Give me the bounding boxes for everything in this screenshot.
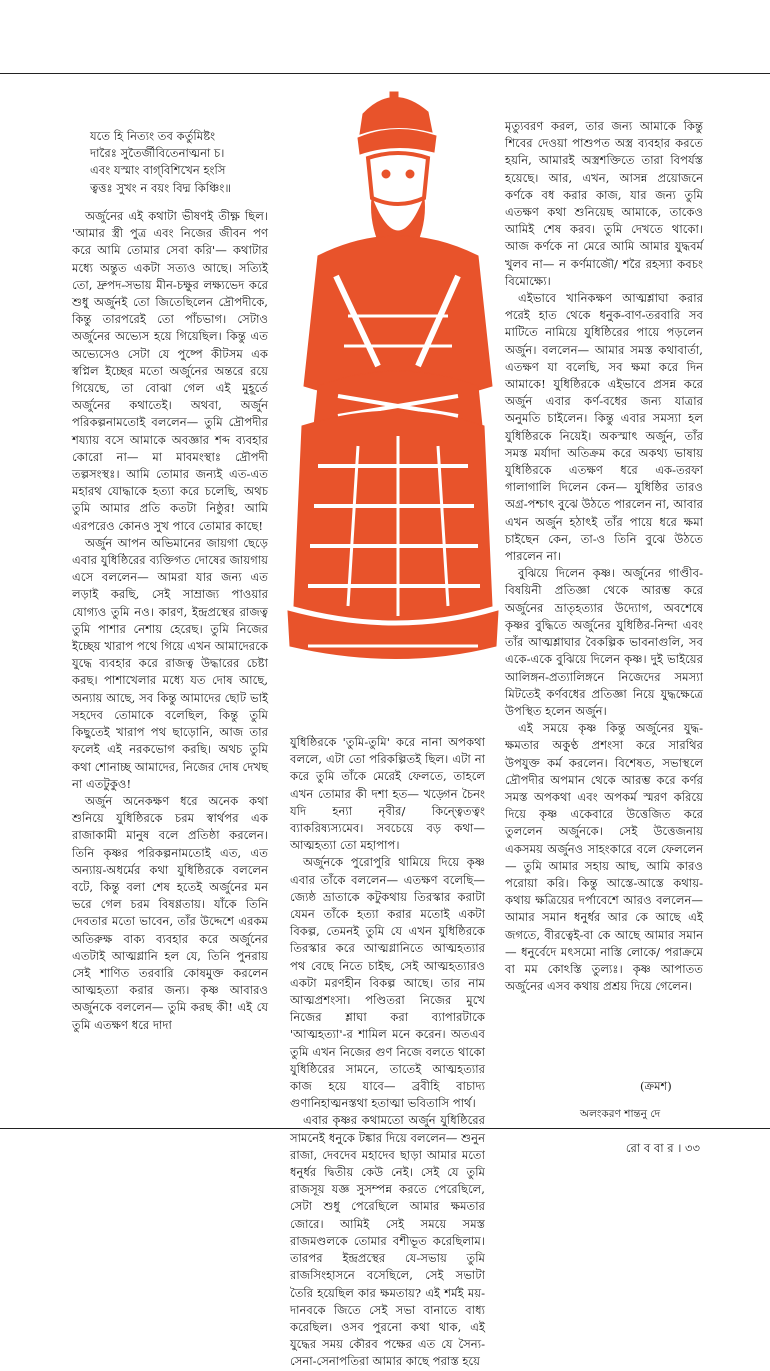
paragraph: যুধিষ্ঠিরকে 'তুমি-তুমি' করে নানা অপকথা বললে, এটা তো পরিকল্পিতই ছিল। এটা না করে তুমি তাঁকে মেরেই ফেলতে, তাহলে এখন তোমার কী দশা হত— খড়্গেন চৈনং যদি হন্যা নৃবীর/ কিন্ত্বেতত্বং ব্যাকরিষ্যস্যমেব। সবচেয়ে বড় কথা— আত্মহত্যা তো মহাপাপ। [290, 735, 485, 853]
seated-sage-figure-icon [278, 86, 508, 726]
bottom-rule [0, 1128, 770, 1129]
illustration-credit: অলংকরণ শান্তনু দে [580, 1108, 661, 1120]
paragraph: অর্জুন আপন অভিমানের জায়গা ছেড়ে এবার যুধিষ্ঠিরের ব্যক্তিগত দোষের জায়গায় এসে বললেন— আমরা যার জন্য এত লড়াই করছি, সেই সাম্রাজ্য পাওয়ার যোগ্যও তুমি নও। কারণ, ইন্দ্রপ্রস্থের রাজত্ব তুমি পাশার নেশায় হেরেছ। তুমি নিজের ইচ্ছেয় খারাপ পথে গিয়ে এখন আমাদেরকে যুদ্ধে ব্যবহার করে রাজত্ব উদ্ধারের চেষ্টা করছ। পাশাখেলার মধ্যে যত দোষ আছে, অন্যায় আছে, সব কিন্তু আমাদের ছোট ভাই সহদেব তোমাকে বলেছিল, কিন্তু তুমি কিছুতেই খারাপ পথ ছাড়োনি, আজ তার ফলেই এই নরকভোগ করছি। অথচ তুমি কথা শোনাচ্ছ আমাদের, নিজের দোষ দেখছ না এতটুকুও! [72, 535, 268, 791]
top-rule [0, 73, 770, 74]
verse-line: এবং যস্মাং বাগ্‌বিশিখেন হংসি [90, 163, 226, 178]
paragraph: এই সময়ে কৃষ্ণ কিন্তু অর্জুনের যুদ্ধ-ক্ষমতার অকুণ্ঠ প্রশংসা করে সারথির উপযুক্ত কর্ম করলেন। বিশেষত, সভাস্থলে দ্রৌপদীর অপমান থেকে আরম্ভ করে কর্ণর সমস্ত অপকথা এবং অপকর্ম স্মরণ করিয়ে দিয়ে কৃষ্ণ একেবারে উত্তেজিত করে তুললেন অর্জুনকে। সেই উত্তেজনায় একসময় অর্জুনও সাহংকারে বলে ফেললেন— তুমি আমার সহায় আছ, আমি কারও পরোয়া করি। কিন্তু আস্তে-আস্তে কথায়-কথায় ক্ষত্রিয়ের দর্পাবেশে আরও বললেন— আমার সমান ধনুর্ধর আর কে আছে এই জগতে, বীরত্বেই-বা কে আছে আমার সমান— ধনুর্বেদে মৎসমো নাস্তি লোকে/ পরাক্রমে বা মম কোঽস্তি তুল্যঃ। কৃষ্ণ আপাতত অর্জুনের এসব কথায় প্রশ্রয় দিয়ে গেলেন। [505, 721, 703, 994]
paragraph: অর্জুনকে পুরোপুরি থামিয়ে দিয়ে কৃষ্ণ এবার তাঁকে বললেন— এতক্ষণ বলেছি— জ্যেষ্ঠ ভ্রাতাকে কটুকথায় তিরস্কার করাটা যেমন তাঁকে হত্যা করার মতোই একটা বিকল্প, তেমনই তুমি যে এখন যুধিষ্ঠিরকে তিরস্কার করে আত্মগ্লানিতে আত্মহত্যার পথ বেছে নিতে চাইছ, সেই আত্মহত্যারও একটা মরণহীন বিকল্প আছে। তার নাম আত্মপ্রশংসা। পণ্ডিতরা নিজের মুখে নিজের শ্লাঘা করা ব্যাপারটাকে 'আত্মহত্যা'-র শামিল মনে করেন। অতএব তুমি এখন নিজের গুণ নিজে বলতে থাকো যুধিষ্ঠিরের সামনে, তাতেই আত্মহত্যার কাজ হয়ে যাবে— ব্রবীহি বাচাদ্য গুণানিহাত্মনস্তথা হতাত্মা ভবিতাসি পার্থ। [290, 855, 485, 1111]
paragraph: বুঝিয়ে দিলেন কৃষ্ণ। অর্জুনের গাণ্ডীব-বিষয়িনী প্রতিজ্ঞা থেকে আরম্ভ করে অর্জুনের ভ্রাতৃহত্যার উদ্যোগ, অবশেষে কৃষ্ণর বুদ্ধিতে অর্জুনের যুধিষ্ঠির-নিন্দা এবং তাঁর আত্মশ্লাঘার বৈকল্পিক ভাবনাগুলি, সব একে-একে বুঝিয়ে দিলেন কৃষ্ণ। দুই ভাইয়ের আলিঙ্গন-প্রত্যালিঙ্গনে নিজেদের সমস্যা মিটতেই কর্ণবধের প্রতিজ্ঞা নিয়ে যুদ্ধক্ষেত্রে উপস্থিত হলেন অর্জুন। [505, 566, 703, 718]
paragraph: এইভাবে খানিকক্ষণ আত্মশ্লাঘা করার পরেই হাত থেকে ধনুক-বাণ-তরবারি সব মাটিতে নামিয়ে যুধিষ্ঠিরের পায়ে পড়লেন অর্জুন। বললেন— আমার সমস্ত কথাবার্তা, এতক্ষণ যা বলেছি, সব ক্ষমা করে দিন আমাকে! যুধিষ্ঠিরকে এইভাবে প্রসন্ন করে অর্জুন এবার কর্ণ-বধের জন্য যাত্রার অনুমতি চাইলেন। কিন্তু এবার সমস্যা হল যুধিষ্ঠিরকে নিয়েই। অকস্মাৎ অর্জুন, তাঁর সমস্ত মর্যাদা অতিক্রম করে অকথ্য ভাষায় যুধিষ্ঠিরকে এতক্ষণ ধরে এক-তরফা গালাগালি দিলেন কেন— যুধিষ্ঠির তারও অগ্র-পশ্চাৎ বুঝে উঠতে পারলেন না, আবার এখন অর্জুন হঠাৎই তাঁর পায়ে ধরে ক্ষমা চাইছেন কেন, তা-ও তিনি বুঝে উঠতে পারলেন না। [505, 291, 703, 564]
to-be-continued: (ক্রমশ) [640, 1079, 672, 1093]
verse-line: দারৈঃ সুতৈর্জীবিতেনাত্মনা চ। [90, 146, 225, 161]
verse-line: যতে হি নিত্যং তব কর্তুমিষ্টং [90, 129, 216, 143]
page-footer: রো ব বা র । ৩৩ [625, 1141, 700, 1155]
paragraph: অর্জুন অনেকক্ষণ ধরে অনেক কথা শুনিয়ে যুধিষ্ঠিরকে চরম স্বার্থপর এক রাজাকামী মানুষ বলে প্রতিষ্ঠা করলেন। তিনি কৃষ্ণর পরিকল্পনামতোই এত, এত অন্যায়-অধর্মের কথা যুধিষ্ঠিরকে বললেন বটে, কিন্তু বলা শেষ হতেই অর্জুনের মন ভরে গেল চরম বিষণ্ণতায়। যাঁকে তিনি দেবতার মতো ভাবেন, তাঁর উদ্দেশে এরকম অতিরুক্ষ বাক্য ব্যবহার করে অর্জুনের এতটাই আত্মগ্লানি হল যে, তিনি পুনরায় সেই শাণিত তরবারি কোষমুক্ত করলেন আত্মহত্যা করার জন্য। কৃষ্ণ আবারও অর্জুনকে বললেন— তুমি করছ কী! এই যে তুমি এতক্ষণ ধরে দাদা [72, 793, 268, 1032]
paragraph: এবার কৃষ্ণর কথামতো অর্জুন যুধিষ্ঠিরের সামনেই ধনুকে টঙ্কার দিয়ে বললেন— শুনুন রাজা, দেবদেব মহাদেব ছাড়া আমার মতো ধনুর্ধর দ্বিতীয় কেউ নেই। সেই যে তুমি রাজসূয় যজ্ঞ সুসম্পন্ন করতে পেরেছিলে, সেটা শুধু পেরেছিলে আমার ক্ষমতার জোরে। আমিই সেই সময়ে সমস্ত রাজমণ্ডলকে তোমার বশীভূত করেছিলাম। তারপর ইন্দ্রপ্রস্থের যে-সভায় তুমি রাজসিংহাসনে বসেছিলে, সেই সভাটা তৈরি হয়েছিল কার ক্ষমতায়? এই শর্মই ময়-দানবকে জিতে সেই সভা বানাতে বাধ্য করেছিল। ওসব পুরনো কথা থাক, এই যুদ্ধের সময় কৌরব পক্ষের এত যে সৈন্য-সেনা-সেনাপতিরা আমার কাছে পরাস্ত হয়ে [290, 1113, 485, 1369]
sanskrit-verse [90, 128, 290, 197]
text-column-2 [290, 734, 485, 1371]
text-column-3 [505, 118, 703, 995]
paragraph: মৃত্যুবরণ করল, তার জন্য আমাকে কিন্তু শিবের দেওয়া পাশুপত অস্ত্র ব্যবহার করতে হয়নি, আমারই অস্ত্রশক্তিতে তারা বিপর্যস্ত হয়েছে। আর, এখন, আসন্ন প্রয়োজনে কর্ণকে বধ করার কাজ, যার জন্য তুমি এতক্ষণ কথা শুনিয়েছ আমাকে, তাকেও আমিই শেষ করব। তুমি দেখতে থাকো। আজ কর্ণকে না মেরে আমি আমার যুদ্ধবর্ম খুলব না— ন কর্ণমাজৌ/ শরৈ রহস্যা কবচং বিমোক্ষ্যে। [505, 119, 703, 288]
paragraph: অর্জুনের এই কথাটা ভীষণই তীক্ষ্ণ ছিল। 'আমার স্ত্রী পুত্র এবং নিজের জীবন পণ করে আমি তোমার সেবা করি'— কথাটার মধ্যে অন্তুত একটা সত্যও আছে। সত্যিই তো, দ্রুপদ-সভায় মীন-চক্ষুর লক্ষ্যভেদ করে শুধু অর্জুনই তো জিতেছিলেন দ্রৌপদীকে, কিন্তু তারপরেই তো পাঁচভাগ। সেটাও অর্জুনের অভ্যেস হয়ে গিয়েছিল। কিন্তু এত অভ্যেসেও সেটা যে পুষ্পে কীটসম এক স্বপ্নিল ইচ্ছের মতো অর্জুনের অন্তরে রয়ে গিয়েছে, তা বোঝা গেল এই মুহূর্তে অর্জুনের কথাতেই। অথবা, অর্জুন পরিকল্পনামতোই বললেন— তুমি দ্রৌপদীর শয্যায় বসে আমাকে অবজ্ঞার শব্দ ব্যবহার কোরো না— মা মাবমংস্থাঃ দ্রৌপদী তল্পসংস্থঃ। আমি তোমার জন্যই এত-এত মহারথ যোদ্ধাকে হত্যা করে চলেছি, অথচ তুমি আমার প্রতি কতটা নিষ্ঠুর! আমি এরপরেও কোনও সুখ পাবে তোমার কাছে! [72, 209, 268, 533]
verse-line: ত্বত্তঃ সুখং ন বয়ং বিদ্ম কিঞ্চিং॥ [90, 180, 231, 195]
text-column-1 [72, 208, 268, 1034]
